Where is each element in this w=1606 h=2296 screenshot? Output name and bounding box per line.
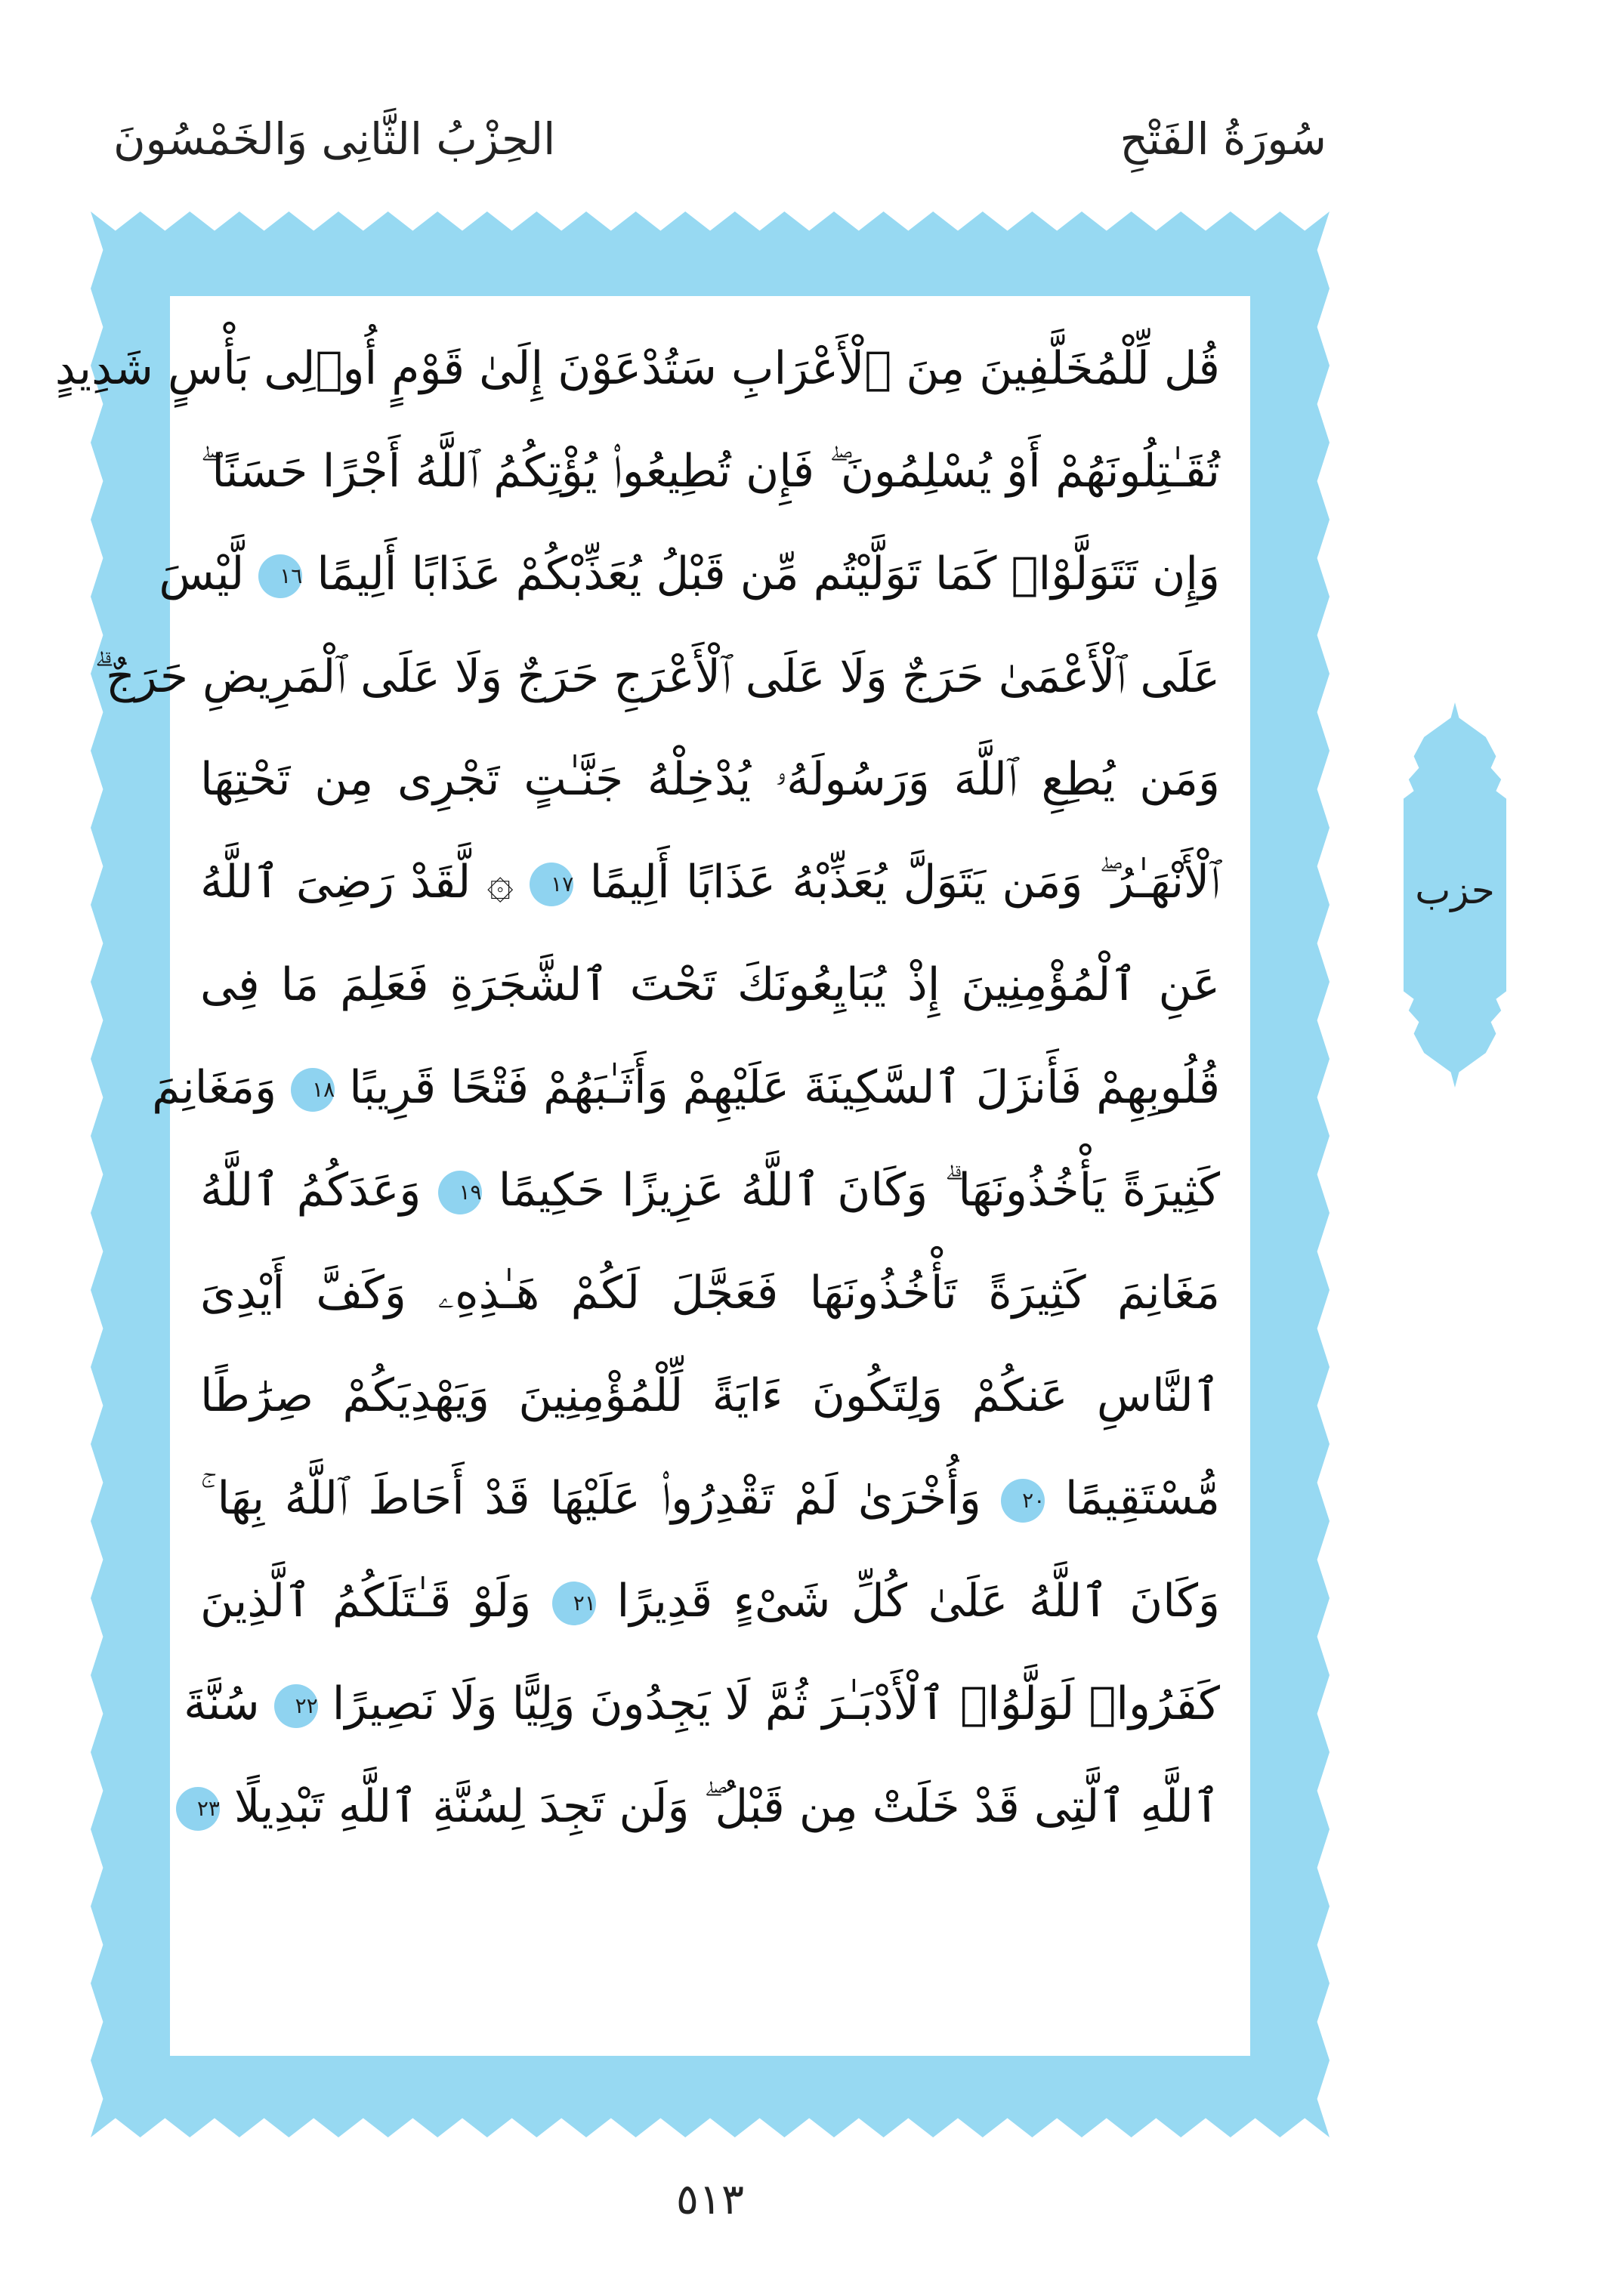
- verse-line: [200, 934, 1220, 1036]
- verse-line: [200, 420, 1220, 523]
- ayah-number-marker: ١٦: [258, 554, 302, 598]
- verse-text-continuation: وَعَدَكُمُ ٱللَّهُ: [200, 1164, 422, 1217]
- ayah-number-marker: ١٧: [530, 863, 573, 906]
- verse-text: كَثِيرَةً يَأْخُذُونَهَا ۗ وَكَانَ ٱللَّهُ عَزِيزًا حَكِيمًا: [498, 1164, 1221, 1217]
- verse-text-continuation: وَمَغَانِمَ: [152, 1061, 277, 1114]
- verse-text-continuation: سُنَّةَ: [184, 1677, 260, 1730]
- verse-text: وَإِن تَتَوَلَّوْا۟ كَمَا تَوَلَّيْتُم مِّن قَبْلُ يُعَذِّبْكُمْ عَذَابًا أَلِيمًا: [317, 548, 1220, 600]
- ayah-number-marker: ١٨: [291, 1068, 335, 1112]
- verse-text-continuation: وَأُخْرَىٰ لَمْ تَقْدِرُوا۟ عَلَيْهَا قَدْ أَحَاطَ ٱللَّهُ بِهَا ۚ: [200, 1472, 981, 1525]
- verse-text: قُلُوبِهِمْ فَأَنزَلَ ٱلسَّكِينَةَ عَلَيْهِمْ وَأَثَـٰبَهُمْ فَتْحًا قَرِيبًا: [349, 1061, 1220, 1114]
- surah-title: سُورَةُ الفَتْحِ: [1120, 113, 1326, 165]
- verse-line: [200, 1242, 1220, 1344]
- verse-line: [200, 831, 1220, 934]
- verse-text: ٱلْأَنْهَـٰرُ ۖ وَمَن يَتَوَلَّ يُعَذِّبْهُ عَذَابًا أَلِيمًا: [589, 856, 1221, 909]
- verse-text-continuation: ۞ لَّقَدْ رَضِىَ ٱللَّهُ: [200, 856, 514, 909]
- verse-text-block: [54, 317, 1221, 1858]
- verse-line: [200, 728, 1220, 831]
- verse-text: تُقَـٰتِلُونَهُمْ أَوْ يُسْلِمُونَ ۖ فَإِن تُطِيعُوا۟ يُؤْتِكُمُ ٱللَّهُ أَجْرًا حَسَنًا ۖ: [200, 445, 1220, 498]
- hizb-marker-label: حزب: [1415, 869, 1495, 912]
- verse-text: ٱلنَّاسِ عَنكُمْ وَلِتَكُونَ ءَايَةً لِّلْمُؤْمِنِينَ وَيَهْدِيَكُمْ صِرَٰطًا: [200, 1369, 1220, 1422]
- ayah-number-marker: ١٩: [438, 1171, 482, 1214]
- verse-text: مُّسْتَقِيمًا: [1064, 1472, 1221, 1525]
- ayah-number-marker: ٢١: [552, 1582, 596, 1625]
- verse-text: عَنِ ٱلْمُؤْمِنِينَ إِذْ يُبَايِعُونَكَ تَحْتَ ٱلشَّجَرَةِ فَعَلِمَ مَا فِى: [200, 958, 1220, 1011]
- verse-line: [200, 1447, 1220, 1550]
- verse-line: [200, 1344, 1220, 1447]
- verse-line: [200, 1550, 1220, 1653]
- ayah-number-marker: ٢٠: [1001, 1479, 1045, 1523]
- verse-text: قُل لِّلْمُخَلَّفِينَ مِنَ ٱلْأَعْرَابِ سَتُدْعَوْنَ إِلَىٰ قَوْمٍ أُو۟لِى بَأْسٍ شَدِيدٍ: [54, 342, 1220, 395]
- verse-text-continuation: لَّيْسَ: [159, 548, 245, 600]
- verse-line: [54, 317, 1220, 420]
- ayah-number-marker: ٢٣: [176, 1787, 220, 1831]
- verse-line: [184, 1653, 1220, 1755]
- verse-text: مَغَانِمَ كَثِيرَةً تَأْخُذُونَهَا فَعَجَّلَ لَكُمْ هَـٰذِهِۦ وَكَفَّ أَيْدِىَ: [200, 1267, 1220, 1319]
- verse-line: [159, 523, 1220, 625]
- verse-line: [152, 1036, 1220, 1139]
- verse-text: كَفَرُوا۟ لَوَلَّوُا۟ ٱلْأَدْبَـٰرَ ثُمَّ لَا يَجِدُونَ وَلِيًّا وَلَا نَصِيرًا: [332, 1677, 1220, 1730]
- hizb-title: الحِزْبُ الثَّانِى وَالخَمْسُونَ: [113, 113, 556, 165]
- verse-text-continuation: وَلَوْ قَـٰتَلَكُمُ ٱلَّذِينَ: [200, 1575, 532, 1628]
- verse-text: وَمَن يُطِعِ ٱللَّهَ وَرَسُولَهُۥ يُدْخِلْهُ جَنَّـٰتٍ تَجْرِى مِن تَحْتِهَا: [200, 753, 1220, 806]
- ayah-number-marker: ٢٢: [274, 1684, 318, 1728]
- verse-line: [94, 625, 1220, 728]
- verse-text: ٱللَّهِ ٱلَّتِى قَدْ خَلَتْ مِن قَبْلُ ۖ وَلَن تَجِدَ لِسُنَّةِ ٱللَّهِ تَبْدِيلًا: [233, 1780, 1220, 1833]
- verse-line: [200, 1139, 1220, 1242]
- verse-text: عَلَى ٱلْأَعْمَىٰ حَرَجٌ وَلَا عَلَى ٱلْأَعْرَجِ حَرَجٌ وَلَا عَلَى ٱلْمَرِيضِ حَرَجٌ ۗ: [94, 650, 1220, 703]
- page-number: ٥١٣: [675, 2175, 745, 2224]
- verse-line: [196, 1755, 1220, 1858]
- verse-text: وَكَانَ ٱللَّهُ عَلَىٰ كُلِّ شَىْءٍ قَدِيرًا: [616, 1575, 1221, 1628]
